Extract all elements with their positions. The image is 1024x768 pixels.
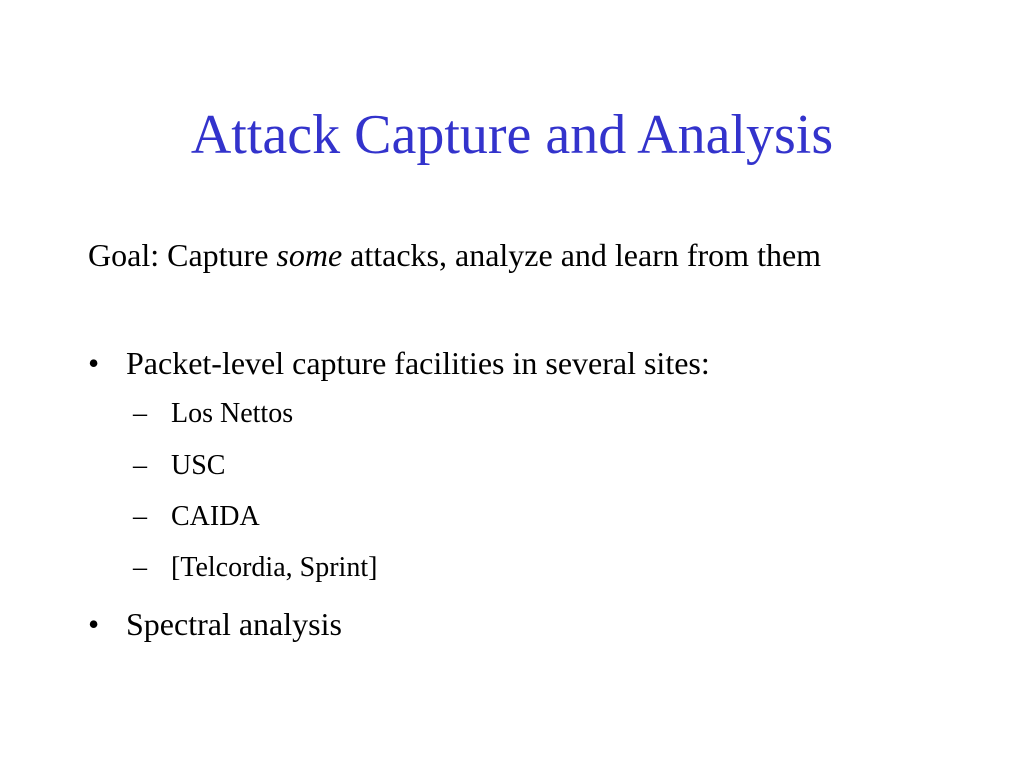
sub-bullet-marker: –	[133, 398, 147, 429]
goal-suffix: attacks, analyze and learn from them	[342, 237, 822, 273]
sub-bullet-text: [Telcordia, Sprint]	[171, 552, 378, 583]
sub-bullet-text: USC	[171, 450, 226, 481]
sub-bullet-text: Los Nettos	[171, 398, 294, 429]
sub-bullet-text: CAIDA	[171, 501, 260, 532]
bullet-marker: •	[88, 606, 100, 642]
slide-title: Attack Capture and Analysis	[190, 104, 834, 166]
sub-bullet-marker: –	[133, 552, 147, 583]
bullet-text: Spectral analysis	[126, 606, 342, 642]
bullet-text: Packet-level capture facilities in several sites:	[126, 345, 710, 381]
goal-emphasis: some	[276, 237, 343, 273]
sub-bullet-marker: –	[133, 450, 147, 481]
sub-bullet-marker: –	[133, 501, 147, 532]
goal-paragraph	[88, 232, 986, 279]
goal-prefix: Goal: Capture	[88, 237, 277, 273]
bullet-marker: •	[88, 345, 100, 381]
